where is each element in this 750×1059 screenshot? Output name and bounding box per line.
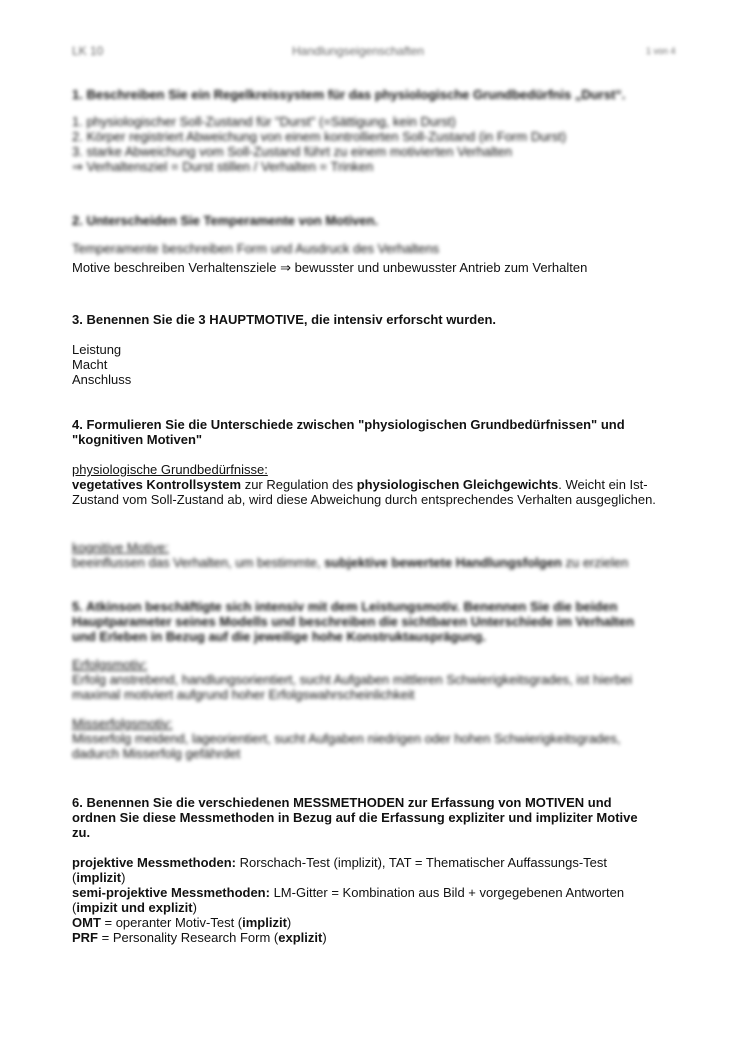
question-6-line-1: 6. Benennen Sie die verschiedenen MESSMETHODEN zur Erfassung von MOTIVEN und <box>72 795 612 810</box>
phys-bold-2: physiologischen Gleichgewichts <box>356 477 559 492</box>
cog-bold: subjektive bewertete Handlungsfolgen <box>324 555 562 570</box>
prf-line: PRF = Personality Research Form (explizit) <box>72 930 327 945</box>
failure-motive-line-2: dadurch Misserfolg gefährdet <box>72 746 241 761</box>
omt-label: OMT <box>72 915 101 930</box>
projective-tag: implizit <box>76 870 122 885</box>
prf-label: PRF <box>72 930 98 945</box>
phys-text-2: . Weicht ein Ist-Zustand vom Soll-Zustand ab, wird diese Abweichung durch entsprechendes Verhalten ausgeglichen. <box>72 477 656 507</box>
omt-text: = operanter Motiv-Test ( <box>100 915 243 930</box>
question-3-title: 3. Benennen Sie die 3 HAUPTMOTIVE, die intensiv erforscht wurden. <box>72 312 497 327</box>
phys-bold-1: vegetatives Kontrollsystem <box>72 477 242 492</box>
prf-text: = Personality Research Form ( <box>98 930 279 945</box>
question-6-line-3: zu. <box>72 825 91 840</box>
question-5-section <box>72 599 672 761</box>
success-motive-heading: Erfolgsmotiv: <box>72 657 148 672</box>
cog-heading: kognitive Motive: <box>72 540 169 555</box>
projective-methods-line <box>72 855 672 870</box>
projective-label: projektive Messmethoden: <box>72 855 236 870</box>
question-6-section <box>72 795 672 945</box>
q1-line-4: ⇒ Verhaltensziel = Durst stillen / Verhalten = Trinken <box>72 159 374 174</box>
semi-projective-line <box>72 885 672 900</box>
header-title: Handlungseigenschaften <box>292 44 425 58</box>
q2-line-2: Motive beschreiben Verhaltensziele ⇒ bewusster und unbewusster Antrieb zum Verhalten <box>72 260 588 275</box>
phys-heading: physiologische Grundbedürfnisse: <box>72 462 268 477</box>
motive-item-3: Anschluss <box>72 372 132 387</box>
question-5-line-3: und Erleben in Bezug auf die jeweilige hohe Konstruktausprägung. <box>72 629 486 644</box>
success-motive-line-2: maximal motiviert aufgrund hoher Erfolgswahrscheinlichkeit <box>72 687 415 702</box>
phys-paragraph <box>72 477 672 507</box>
q2-line-1: Temperamente beschreiben Form und Ausdruck des Verhaltens <box>72 241 440 256</box>
question-2-title: 2. Unterscheiden Sie Temperamente von Motiven. <box>72 213 379 228</box>
semi-projective-tag-line: (impizit und explizit) <box>72 900 197 915</box>
semi-projective-text: LM-Gitter = Kombination aus Bild + vorgegebenen Antworten <box>269 885 625 900</box>
omt-line: OMT = operanter Motiv-Test (implizit) <box>72 915 292 930</box>
cog-text-2: zu erzielen <box>561 555 629 570</box>
cog-text-1: beeinflussen das Verhalten, um bestimmte, <box>72 555 325 570</box>
motive-item-2: Macht <box>72 357 108 372</box>
motive-item-1: Leistung <box>72 342 122 357</box>
cognitive-motives-block <box>72 540 672 570</box>
question-2-clear-line <box>72 260 672 275</box>
projective-text: Rorschach-Test (implizit), TAT = Thematischer Auffassungs-Test <box>236 855 607 870</box>
question-4-section <box>72 417 672 507</box>
question-3-section <box>72 312 672 387</box>
header-course: LK 10 <box>72 44 104 58</box>
omt-tag: implizit <box>242 915 287 930</box>
projective-tag-line: (implizit) <box>72 870 126 885</box>
failure-motive-line-1: Misserfolg meidend, lageorientiert, sucht Aufgaben niedrigen oder hohen Schwierigkeitsgrades, <box>72 731 621 746</box>
failure-motive-heading: Misserfolgsmotiv: <box>72 716 173 731</box>
question-2-title-block <box>72 213 672 256</box>
question-4-title-line-1: 4. Formulieren Sie die Unterschiede zwischen "physiologischen Grundbedürfnissen" und <box>72 417 625 432</box>
question-5-line-1: 5. Atkinson beschäftigte sich intensiv mit dem Leistungsmotiv. Benennen Sie die beiden <box>72 599 618 614</box>
q1-line-3: 3. starke Abweichung vom Soll-Zustand führt zu einem motivierten Verhalten <box>72 144 513 159</box>
question-1-title: 1. Beschreiben Sie ein Regelkreissystem für das physiologische Grundbedürfnis „Durst“. <box>72 87 626 102</box>
semi-projective-tag: impizit und explizit <box>76 900 193 915</box>
question-4-title-line-2: "kognitiven Motiven" <box>72 432 203 447</box>
prf-tag: explizit <box>278 930 323 945</box>
q1-line-2: 2. Körper registriert Abweichung von einem kontrollierten Soll-Zustand (in Form Durst) <box>72 129 567 144</box>
q1-line-1: 1. physiologischer Soll-Zustand für "Durst" (=Sättigung, kein Durst) <box>72 114 456 129</box>
header-page-number: 1 von 4 <box>646 46 676 56</box>
semi-projective-label: semi-projektive Messmethoden: <box>72 885 270 900</box>
question-1-section <box>72 87 672 174</box>
question-5-line-2: Hauptparameter seines Modells und beschreiben die sichtbaren Unterschiede im Verhalten <box>72 614 635 629</box>
success-motive-line-1: Erfolg anstrebend, handlungsorientiert, sucht Aufgaben mittleren Schwierigkeitsgrades, ist hierbei <box>72 672 633 687</box>
cog-paragraph <box>72 555 672 570</box>
phys-text-1: zur Regulation des <box>241 477 357 492</box>
question-6-line-2: ordnen Sie diese Messmethoden in Bezug auf die Erfassung expliziter und impliziter Motive <box>72 810 638 825</box>
